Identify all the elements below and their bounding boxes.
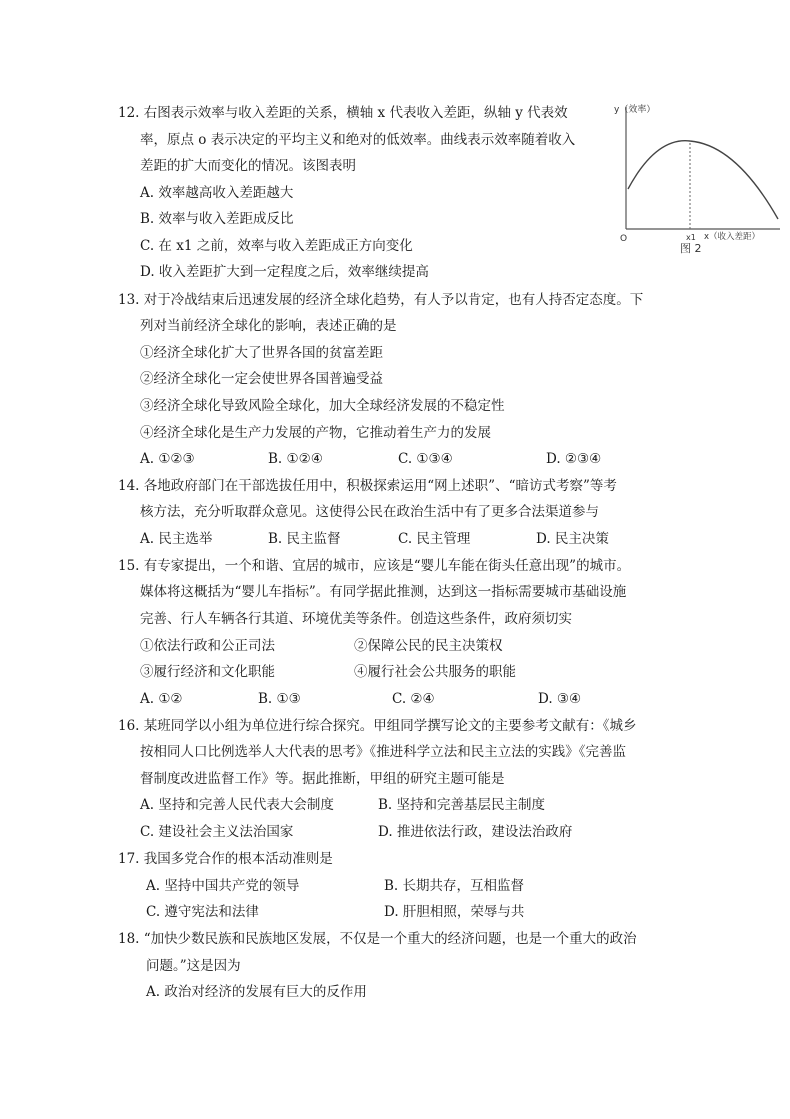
q16-stem-line-2: 按相同人口比例选举人大代表的思考》《推进科学立法和民主立法的实践》《完善监: [140, 744, 626, 760]
q12-stem-line-2: 率，原点 o 表示决定的平均主义和绝对的低效率。曲线表示效率随着收入: [140, 132, 576, 148]
efficiency-curve: [628, 141, 778, 219]
q16-stem-line-3: 督制度改进监督工作》等。据此推断，甲组的研究主题可能是: [140, 771, 505, 787]
q16-option-d: D. 推进依法行政，建设法治政府: [378, 824, 573, 840]
q12-stem-line-3: 差距的扩大而变化的情况。该图表明: [140, 158, 356, 174]
figure-caption: 图 2: [680, 242, 702, 255]
q15-option-d: D. ③④: [538, 691, 582, 707]
q16-option-a: A. 坚持和完善人民代表大会制度: [140, 797, 334, 813]
q18-option-a: A. 政治对经济的发展有巨大的反作用: [146, 984, 367, 1000]
q15-statement-3: ③履行经济和文化职能: [140, 664, 275, 680]
q13-option-d: D. ②③④: [546, 451, 602, 467]
q17-stem-line-1: 17. 我国多党合作的根本活动准则是: [118, 851, 333, 867]
q15-statement-4: ④履行社会公共服务的职能: [354, 664, 516, 680]
q13-statement-2: ②经济全球化一定会使世界各国普遍受益: [140, 371, 383, 387]
q14-option-d: D. 民主决策: [536, 531, 609, 547]
q17-option-b: B. 长期共存，互相监督: [384, 878, 525, 894]
x1-label: x1: [686, 233, 696, 242]
q15-option-c: C. ②④: [392, 691, 435, 707]
q12-option-c: C. 在 x1 之前，效率与收入差距成正方向变化: [140, 238, 413, 254]
q15-option-b: B. ①③: [258, 691, 301, 707]
q14-option-c: C. 民主管理: [398, 531, 471, 547]
q14-stem-line-1: 14. 各地政府部门在干部选拔任用中，积极探索运用“网上述职”、“暗访式考察”等考: [118, 478, 617, 494]
q18-stem-line-2: 问题。”这是因为: [146, 958, 241, 974]
q15-stem-line-1: 15. 有专家提出，一个和谐、宜居的城市，应该是“婴儿车能在街头任意出现”的城市。: [118, 558, 631, 574]
q17-option-c: C. 遵守宪法和法律: [146, 904, 259, 920]
q16-option-b: B. 坚持和完善基层民主制度: [378, 797, 546, 813]
q13-option-a: A. ①②③: [140, 451, 195, 467]
q16-option-c: C. 建设社会主义法治国家: [140, 824, 294, 840]
y-axis-label-part1: y（效率）: [614, 105, 656, 115]
q13-statement-4: ④经济全球化是生产力发展的产物，它推动着生产力的发展: [140, 425, 491, 441]
x-axis-label: x（收入差距）: [704, 232, 761, 242]
q14-stem-line-2: 核方法，充分听取群众意见。这使得公民在政治生活中有了更多合法渠道参与: [140, 504, 599, 520]
q13-statement-3: ③经济全球化导致风险全球化，加大全球经济发展的不稳定性: [140, 398, 505, 414]
q17-option-a: A. 坚持中国共产党的领导: [146, 878, 300, 894]
q13-statement-1: ①经济全球化扩大了世界各国的贫富差距: [140, 345, 383, 361]
q14-option-a: A. 民主选举: [140, 531, 213, 547]
origin-label: O: [620, 234, 628, 244]
q13-stem-line-2: 列对当前经济全球化的影响，表述正确的是: [140, 318, 397, 334]
q15-stem-line-3: 完善、行人车辆各行其道、环境优美等条件。创造这些条件，政府须切实: [140, 611, 572, 627]
q12-stem-line-1: 12. 右图表示效率与收入差距的关系，横轴 x 代表收入差距，纵轴 y 代表效: [118, 105, 568, 121]
q17-option-d: D. 肝胆相照，荣辱与共: [384, 904, 525, 920]
q16-stem-line-1: 16. 某班同学以小组为单位进行综合探究。甲组同学撰写论文的主要参考文献有：《城乡: [118, 718, 637, 734]
q13-option-c: C. ①③④: [398, 451, 453, 467]
q15-statement-1: ①依法行政和公正司法: [140, 638, 275, 654]
q12-option-a: A. 效率越高收入差距越大: [140, 185, 294, 201]
q14-option-b: B. 民主监督: [268, 531, 341, 547]
figure-svg: [596, 97, 786, 257]
q13-option-b: B. ①②④: [268, 451, 323, 467]
q12-option-d: D. 收入差距扩大到一定程度之后，效率继续提高: [140, 264, 429, 280]
q15-stem-line-2: 媒体将这概括为“婴儿车指标”。有同学据此推测，达到这一指标需要城市基础设施: [140, 584, 627, 600]
efficiency-income-gap-figure: [596, 97, 786, 257]
q12-option-b: B. 效率与收入差距成反比: [140, 211, 294, 227]
q13-stem-line-1: 13. 对于冷战结束后迅速发展的经济全球化趋势，有人予以肯定，也有人持否定态度。下: [118, 292, 644, 308]
q15-statement-2: ②保障公民的民主决策权: [354, 638, 503, 654]
q15-option-a: A. ①②: [140, 691, 183, 707]
q18-stem-line-1: 18. “加快少数民族和民族地区发展，不仅是一个重大的经济问题，也是一个重大的政治: [118, 931, 637, 947]
